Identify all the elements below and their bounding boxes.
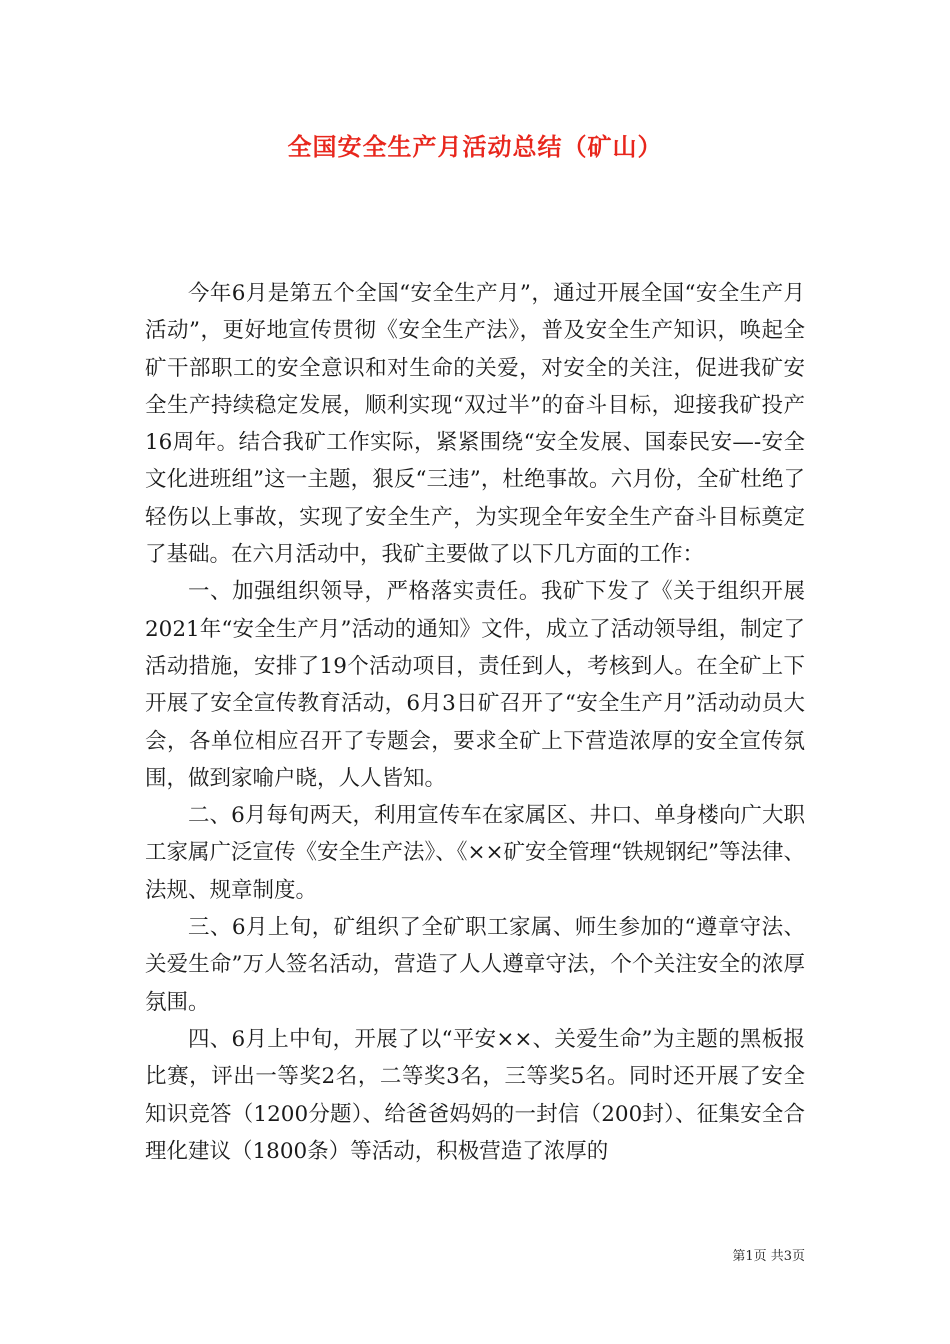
- paragraph-section-1: 一、加强组织领导，严格落实责任。我矿下发了《关于组织开展2021年“安全生产月”活动的通知》文件，成立了活动领导组，制定了活动措施，安排了19个活动项目，责任到人，考核到人。在全矿上下开展了安全宣传教育活动，6月3日矿召开了“安全生产月”活动动员大会，各单位相应召开了专题会，要求全矿上下营造浓厚的安全宣传氛围，做到家喻户晓，人人皆知。: [145, 579, 805, 791]
- page-title: 全国安全生产月活动总结（矿山）: [287, 132, 663, 161]
- paragraph-section-4: 四、6月上中旬，开展了以“平安××、关爱生命”为主题的黑板报比赛，评出一等奖2名，二等奖3名，三等奖5名。同时还开展了安全知识竞答（1200分题）、给爸爸妈妈的一封信（200封）、征集安全合理化建议（1800条）等活动，积极营造了浓厚的: [145, 1026, 805, 1164]
- paragraph-section-2: 二、6月每旬两天，利用宣传车在家属区、井口、单身楼向广大职工家属广泛宣传《安全生产法》、《××矿安全管理“铁规钢纪”等法律、法规、规章制度。: [145, 803, 806, 903]
- document-body: [145, 275, 805, 1170]
- paragraph-section-3: 三、6月上旬，矿组织了全矿职工家属、师生参加的“遵章守法、关爱生命”万人签名活动，营造了人人遵章守法，个个关注安全的浓厚氛围。: [145, 915, 805, 1015]
- page-number: 第1页 共3页: [732, 1249, 805, 1264]
- paragraph-intro: 今年6月是第五个全国“安全生产月”，通过开展全国“安全生产月活动”，更好地宣传贯彻《安全生产法》，普及安全生产知识，唤起全矿干部职工的安全意识和对生命的关爱，对安全的关注，促进我矿安全生产持续稳定发展，顺利实现“双过半”的奋斗目标，迎接我矿投产16周年。结合我矿工作实际，紧紧围绕“安全发展、国泰民安—-安全文化进班组”这一主题，狠反“三违”，杜绝事故。六月份，全矿杜绝了轻伤以上事故，实现了安全生产，为实现全年安全生产奋斗目标奠定了基础。在六月活动中，我矿主要做了以下几方面的工作：: [145, 281, 805, 568]
